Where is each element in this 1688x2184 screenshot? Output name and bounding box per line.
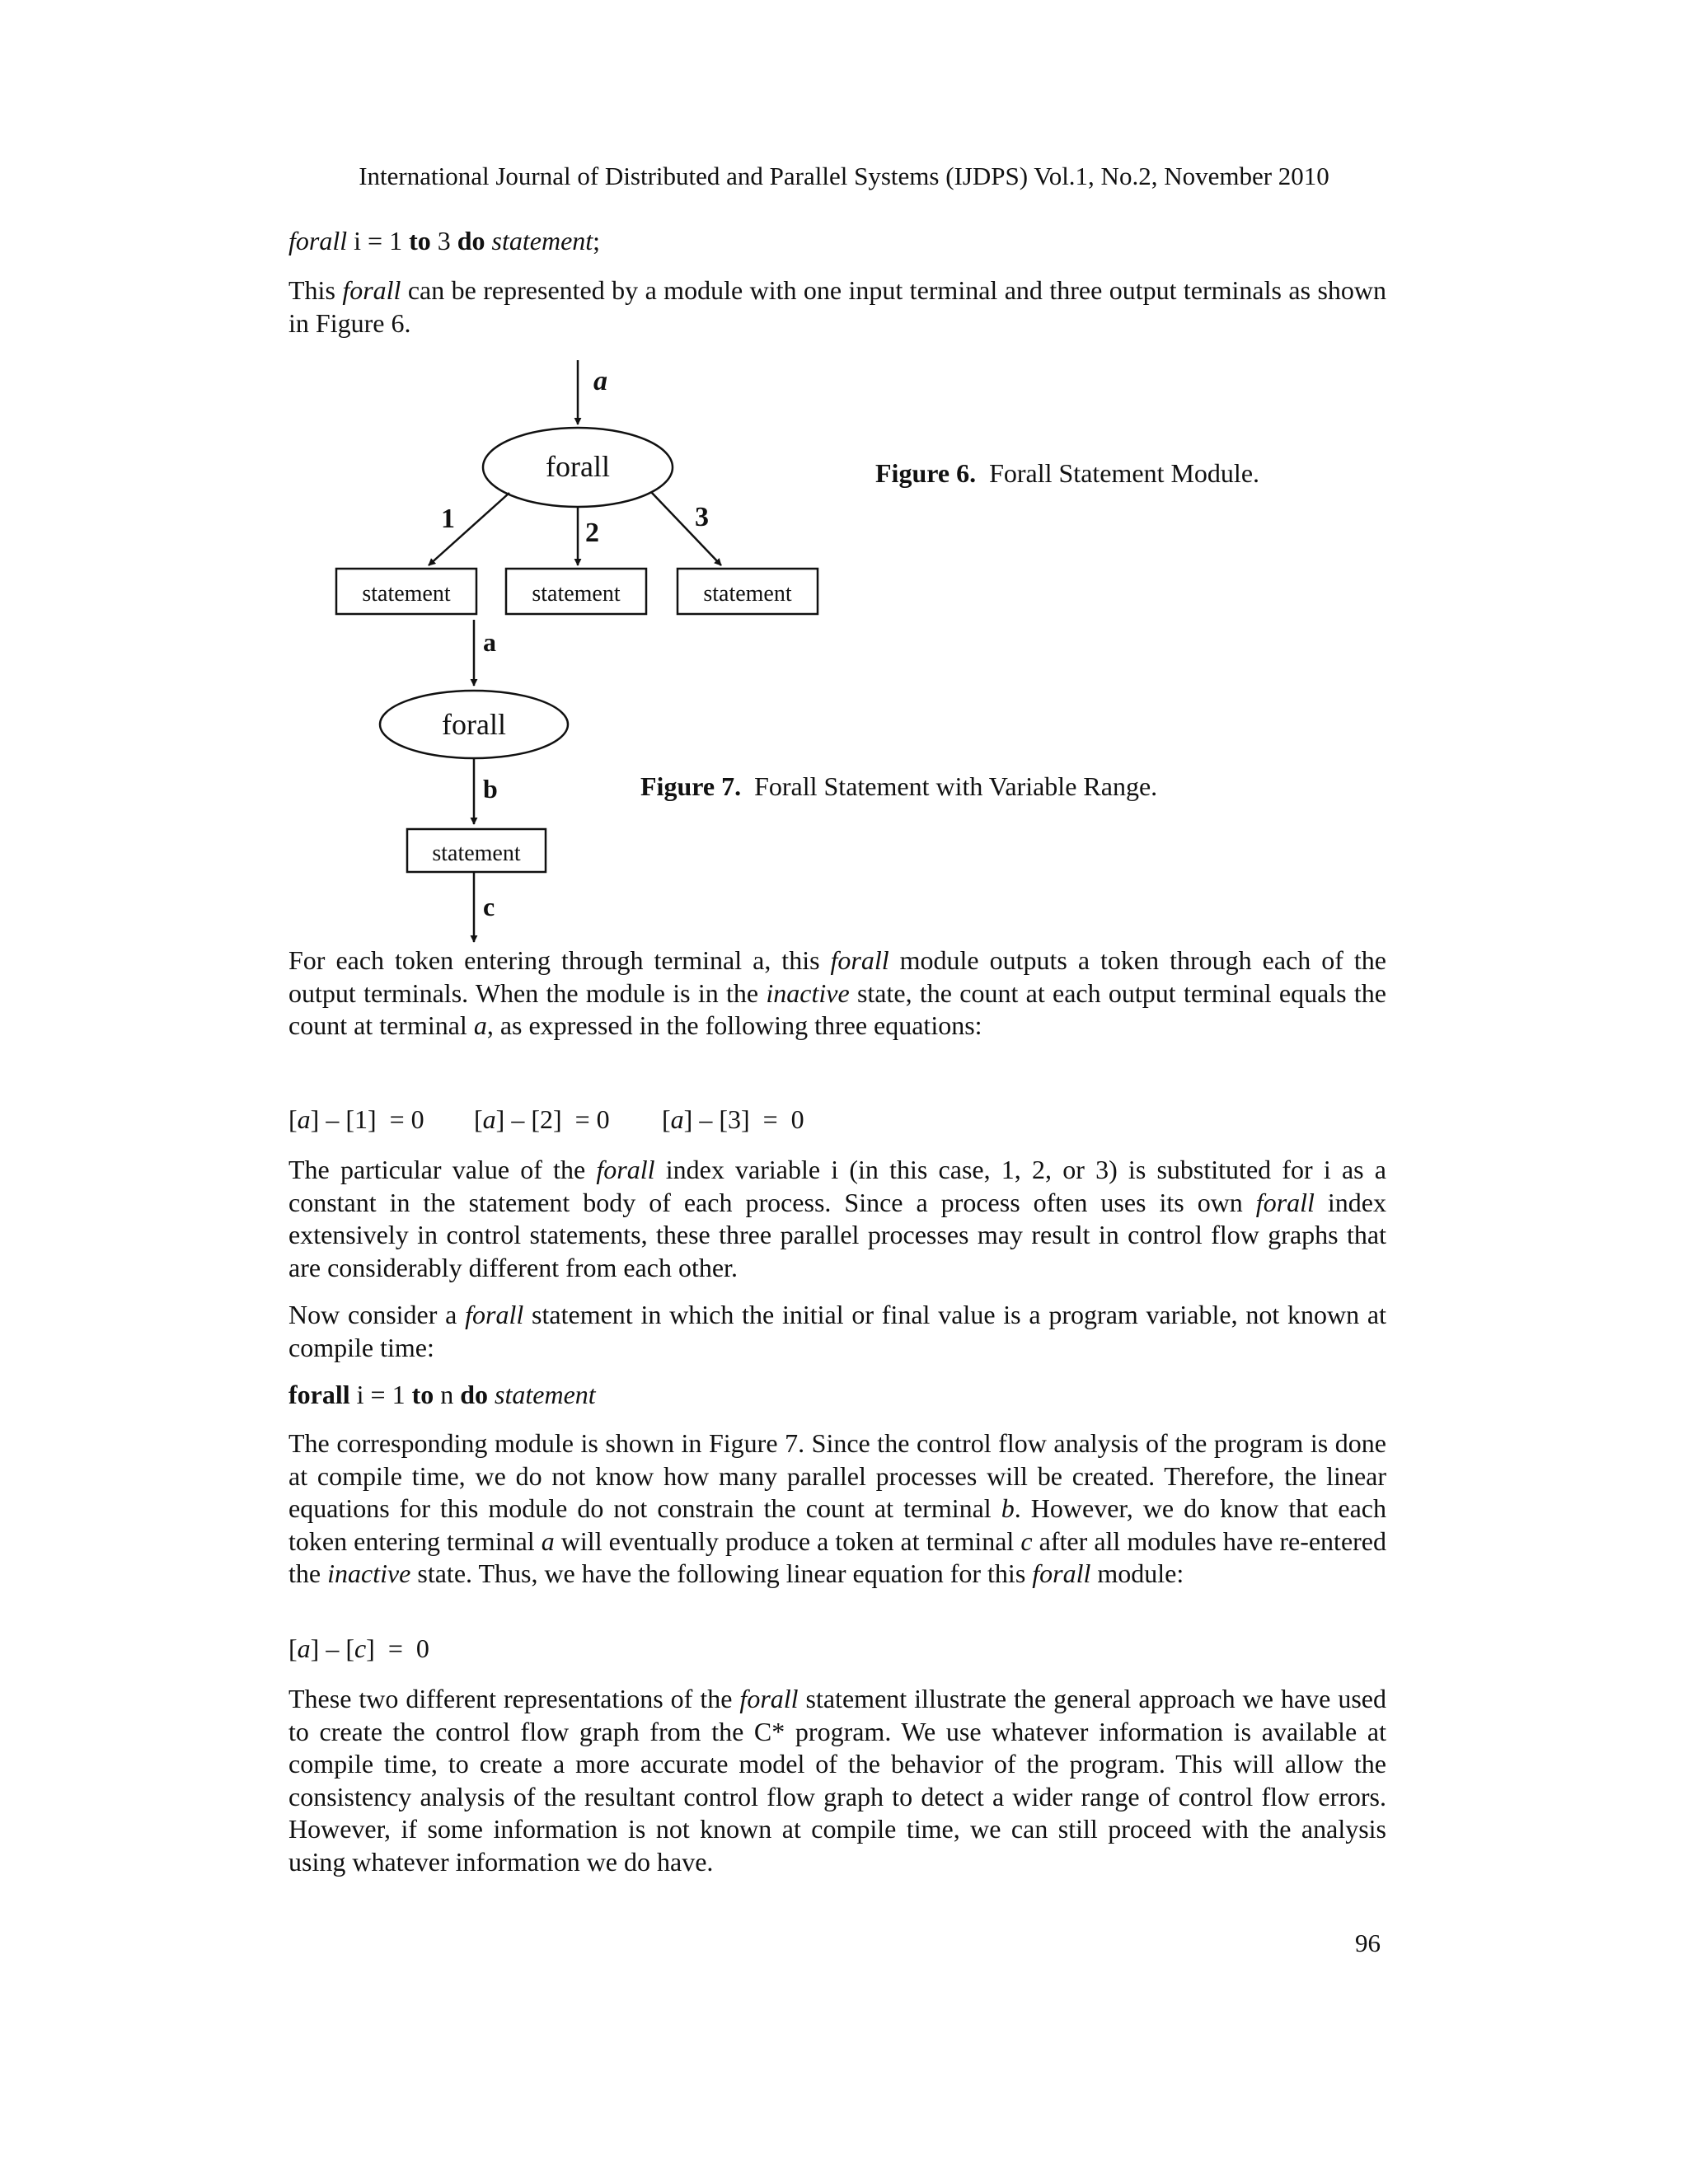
- eq-var: a: [297, 1633, 311, 1663]
- fig7-input-label: a: [483, 627, 496, 657]
- paragraph-3: [288, 1154, 1386, 1284]
- eq-part: ] – [1] = 0: [310, 1104, 424, 1134]
- caption-text: Forall Statement with Variable Range.: [754, 771, 1158, 801]
- italic-term: forall: [342, 275, 401, 305]
- fig6-node-label: forall: [546, 450, 610, 483]
- code-forall: forall: [288, 1380, 350, 1409]
- code-text: n: [434, 1380, 461, 1409]
- fig7-output-label: c: [483, 892, 495, 921]
- code-statement: statement: [495, 1380, 596, 1409]
- code-line-2: [288, 1378, 596, 1411]
- italic-term: forall: [1032, 1558, 1091, 1588]
- eq-part: ] = 0: [366, 1633, 429, 1663]
- text: For each token entering through terminal a, this: [288, 945, 831, 975]
- equation-3: [662, 1104, 804, 1135]
- figure-7-caption: [640, 771, 1157, 802]
- text: The corresponding module is shown in Figure 7. Since the control flow analysis of the program is done at compile time, we do not know how many parallel processes will be created. Therefore, the linear equations for this module do not constrain the count at terminal: [288, 1428, 1386, 1523]
- code-statement: statement: [491, 226, 593, 255]
- text: state, the count at each output terminal equals the count at terminal: [288, 977, 1387, 1040]
- code-to: to: [409, 226, 431, 255]
- text: index extensively in control statements, these three parallel processes may result in control flow graphs that are considerably different from each other.: [288, 1187, 1387, 1282]
- italic-term: b: [1001, 1493, 1015, 1523]
- eq-var: c: [354, 1633, 367, 1663]
- caption-text: Forall Statement Module.: [989, 458, 1260, 488]
- eq-part: ] – [3] = 0: [683, 1104, 804, 1134]
- caption-label: Figure 6.: [875, 458, 977, 488]
- italic-term: a: [541, 1526, 555, 1556]
- code-space: [488, 1380, 495, 1409]
- eq-part: [: [662, 1104, 671, 1134]
- italic-term: forall: [1255, 1187, 1315, 1217]
- paragraph-4: [288, 1299, 1386, 1364]
- italic-term: inactive: [766, 977, 850, 1008]
- text: Now consider a: [288, 1300, 466, 1329]
- text: , as expressed in the following three equations:: [486, 1010, 982, 1040]
- paragraph-2: [288, 944, 1386, 1043]
- italic-term: inactive: [327, 1558, 411, 1588]
- code-do: do: [460, 1380, 489, 1409]
- text: . However, we do know that each token entering terminal: [288, 1493, 1387, 1556]
- italic-term: a: [473, 1010, 487, 1040]
- code-end: ;: [593, 226, 601, 255]
- paragraph-6: [288, 1683, 1386, 1878]
- equation-4: [288, 1633, 429, 1664]
- fig7-box-label: statement: [432, 841, 521, 866]
- eq-part: [: [474, 1104, 483, 1134]
- figure-6-caption: [875, 458, 1259, 489]
- italic-term: forall: [830, 945, 889, 975]
- italic-term: forall: [596, 1155, 655, 1184]
- fig6-output-arrow-3: [651, 492, 721, 565]
- fig6-output-label-2: 2: [585, 518, 599, 548]
- code-text: 3: [430, 226, 457, 255]
- text: These two different representations of the: [288, 1684, 740, 1713]
- text: will eventually produce a token at terminal: [554, 1526, 1021, 1556]
- fig6-box-label-2: statement: [532, 581, 621, 607]
- fig6-input-label: a: [593, 366, 607, 396]
- fig6-box-label-1: statement: [362, 581, 451, 607]
- text: The particular value of the: [288, 1155, 597, 1184]
- figure-diagrams: [0, 0, 1688, 956]
- code-forall: forall: [288, 226, 348, 255]
- fig7-mid-label: b: [483, 774, 498, 804]
- fig6-output-label-1: 1: [441, 504, 455, 534]
- fig7-node-label: forall: [442, 708, 506, 741]
- equation-2: [474, 1104, 610, 1135]
- eq-var: a: [482, 1104, 496, 1134]
- text: statement illustrate the general approach we have used to create the control flow graph from the C* program. We use whatever information is available at compile time, to create a more accurate model of the behavior of the program. This will allow the consistency analysis of the resultant control flow graph to detect a wider range of control flow errors. However, if some information is not known at compile time, we can still proceed with the analysis using whatever information we do have.: [288, 1684, 1387, 1877]
- running-header: International Journal of Distributed and Parallel Systems (IJDPS) Vol.1, No.2, November 2010: [359, 162, 1329, 190]
- eq-part: ] – [2] = 0: [495, 1104, 610, 1134]
- text: statement in which the initial or final value is a program variable, not known at compile time:: [288, 1300, 1387, 1362]
- code-text: i = 1: [349, 1380, 412, 1409]
- text: state. Thus, we have the following linear equation for this: [410, 1558, 1033, 1588]
- page-number: 96: [1355, 1929, 1381, 1957]
- equation-1: [288, 1104, 424, 1135]
- caption-label: Figure 7.: [640, 771, 742, 801]
- eq-part: [: [288, 1633, 298, 1663]
- italic-term: c: [1020, 1526, 1033, 1556]
- text: module:: [1090, 1558, 1184, 1588]
- text: index variable i (in this case, 1, 2, or 3) is substituted for i as a constant in the statement body of each process. Since a process often uses its own: [288, 1155, 1387, 1217]
- text: after all modules have re-entered the: [288, 1526, 1387, 1588]
- italic-term: forall: [739, 1684, 799, 1713]
- text: can be represented by a module with one input terminal and three output terminals as shown in Figure 6.: [288, 275, 1387, 338]
- eq-var: a: [670, 1104, 684, 1134]
- code-text: i = 1: [347, 226, 410, 255]
- text: module outputs a token through each of the output terminals. When the module is in the: [288, 945, 1386, 1008]
- fig6-output-label-3: 3: [695, 502, 709, 532]
- italic-term: forall: [465, 1300, 524, 1329]
- paragraph-5: [288, 1427, 1386, 1591]
- code-do: do: [457, 226, 485, 255]
- eq-var: a: [297, 1104, 311, 1134]
- eq-part: [: [288, 1104, 298, 1134]
- fig6-box-label-3: statement: [703, 581, 792, 607]
- eq-part: ] – [: [310, 1633, 354, 1663]
- text: This: [288, 275, 343, 305]
- code-to: to: [411, 1380, 434, 1409]
